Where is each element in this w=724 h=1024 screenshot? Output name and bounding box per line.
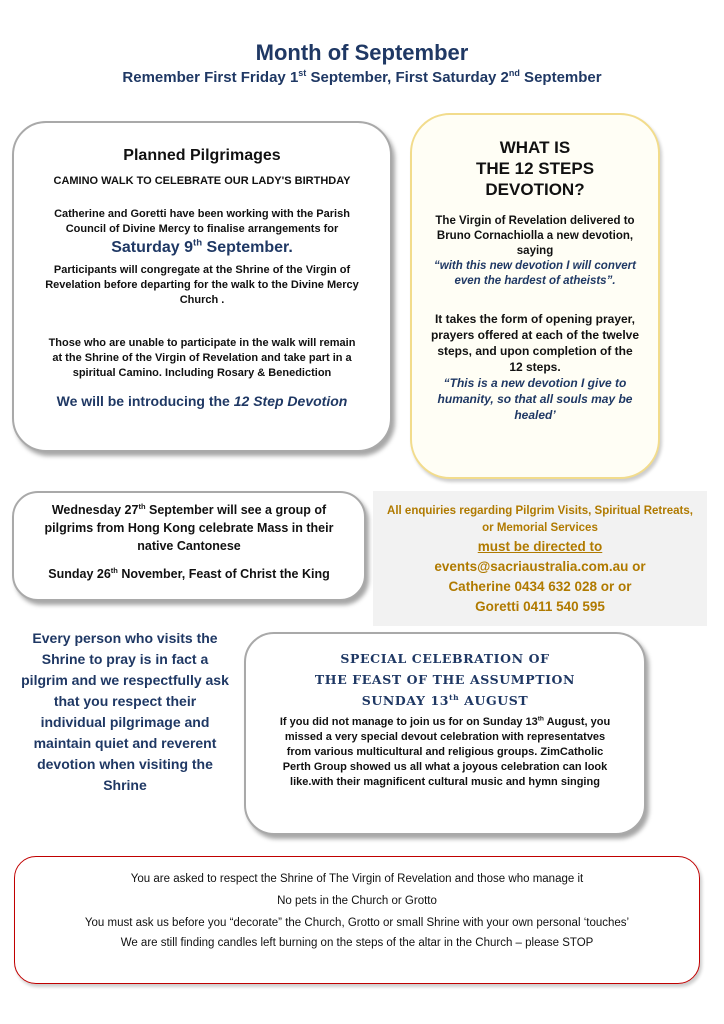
date-part2: September. xyxy=(202,239,293,256)
devotion-intro xyxy=(14,393,390,409)
page-subtitle xyxy=(0,69,724,86)
subtitle-sup1: st xyxy=(298,68,307,78)
pilgrimages-subheading: CAMINO WALK TO CELEBRATE OUR LADY'S BIRTHDAY xyxy=(53,175,351,187)
rule-decorate: You must ask us before you “decorate” the Church, Grotto or small Shrine with your own personal ‘touches’ xyxy=(84,917,630,929)
assumption-para xyxy=(246,715,644,790)
mass-line2-sup: th xyxy=(110,565,118,575)
enquiries-line1: All enquiries regarding Pilgrim Visits, Spiritual Retreats, or Memorial Services xyxy=(387,505,693,534)
assumption-para-part1: If you did not manage to join us for on Sunday 13 xyxy=(279,716,538,728)
subtitle-part1: Remember First Friday 1 xyxy=(122,69,299,86)
steps-heading-line1: WHAT IS xyxy=(499,138,571,157)
pilgrimages-box xyxy=(12,121,392,452)
mass-line1-part1: Wednesday 27 xyxy=(51,503,139,517)
subtitle-sup2: nd xyxy=(508,68,520,78)
enquiries-panel xyxy=(373,491,707,626)
pilgrimage-date xyxy=(14,239,390,257)
steps-quote2: “This is a new devotion I give to humanity, so that all souls may be healed’ xyxy=(437,376,633,422)
mass-line2-part1: Sunday 26 xyxy=(48,567,111,581)
assumption-heading-line1: SPECIAL CELEBRATION OF xyxy=(340,651,550,666)
subtitle-part2: September, First Saturday 2 xyxy=(306,69,509,86)
assumption-para-sup: th xyxy=(537,715,544,723)
enquiries-goretti-phone: Goretti 0411 540 595 xyxy=(475,599,605,614)
assumption-box xyxy=(244,632,646,835)
assumption-h3-part2: AUGUST xyxy=(459,693,529,708)
mass-line2-part2: November, Feast of Christ the King xyxy=(117,567,330,581)
subtitle-part3: September xyxy=(519,69,602,86)
steps-quote1: “with this new devotion I will convert even the hardest of atheists”. xyxy=(434,260,636,287)
assumption-para-part2: August, you missed a very special devout celebration with representatves from various multicultural and religious groups. ZimCatholic Perth Group showed us all what a joyous celebration can look like.with their magnificent cultural music and hymn singing xyxy=(282,716,611,788)
assumption-heading-line2: THE FEAST OF THE ASSUMPTION xyxy=(314,672,576,687)
visitor-notice: Every person who visits the Shrine to pray is in fact a pilgrim and we respectfully ask that you respect their individual pilgrimage and maintain quiet and reverent devotion when visiting the Shrine xyxy=(21,630,229,793)
intro-italic: 12 Step Devotion xyxy=(233,393,348,409)
page-title: Month of September xyxy=(255,40,469,65)
mass-line1-part2: September will see a group of pilgrims from Hong Kong celebrate Mass in their native Cantonese xyxy=(44,503,334,553)
intro-text: We will be introducing the xyxy=(56,393,234,409)
rule-no-pets: No pets in the Church or Grotto xyxy=(277,895,437,907)
steps-para2: It takes the form of opening prayer, prayers offered at each of the twelve steps, and upon completion of the 12 steps. xyxy=(430,312,640,374)
assumption-h3-part1: SUNDAY 13 xyxy=(361,693,450,708)
steps-heading xyxy=(412,137,658,200)
mass-schedule-box xyxy=(12,491,366,601)
enquiries-email[interactable]: events@sacriaustralia.com.au or xyxy=(434,559,646,574)
enquiries-catherine-phone: Catherine 0434 632 028 or or xyxy=(448,579,632,594)
steps-heading-line2: THE 12 STEPS xyxy=(475,159,595,178)
assumption-heading-line3 xyxy=(246,690,644,711)
rule-respect: You are asked to respect the Shrine of The Virgin of Revelation and those who manage it xyxy=(130,873,584,885)
enquiries-line2: must be directed to xyxy=(477,539,603,554)
pilgrimages-para1: Catherine and Goretti have been working with the Parish Council of Divine Mercy to finalise arrangements for xyxy=(54,208,350,235)
pilgrimages-para2: Participants will congregate at the Shrine of the Virgin of Revelation before departing for the walk to the Divine Mercy Church . xyxy=(45,264,359,306)
steps-devotion-box xyxy=(410,113,660,479)
assumption-h3-sup: th xyxy=(449,692,460,702)
mass-line1-sup: th xyxy=(138,501,146,511)
mass-line2 xyxy=(14,565,364,583)
steps-para1: The Virgin of Revelation delivered to Bruno Cornachiolla a new devotion, saying xyxy=(435,215,635,257)
steps-heading-line3: DEVOTION? xyxy=(485,180,585,199)
pilgrimages-para3: Those who are unable to participate in the walk will remain at the Shrine of the Virgin of Revelation and take part in a spiritual Camino. Including Rosary & Benediction xyxy=(48,337,356,379)
mass-line1 xyxy=(14,501,364,555)
rule-candles: We are still finding candles left burning on the steps of the altar in the Church – please STOP xyxy=(120,937,594,949)
date-sup: th xyxy=(193,237,203,249)
shrine-rules-box xyxy=(14,856,700,984)
pilgrimages-heading: Planned Pilgrimages xyxy=(123,147,281,164)
date-part1: Saturday 9 xyxy=(111,239,194,256)
